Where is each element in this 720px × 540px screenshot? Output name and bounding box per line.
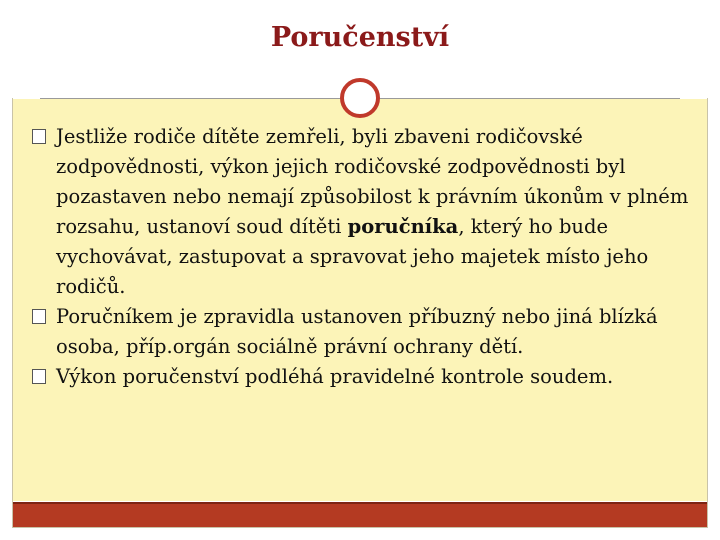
bullet-text: Výkon poručenství podléhá pravidelné kontrole soudem. — [56, 365, 614, 388]
checkbox-icon — [32, 369, 46, 384]
checkbox-icon — [32, 309, 46, 324]
circle-ornament-icon — [340, 78, 380, 118]
bullet-bold-term: poručníka — [347, 215, 459, 238]
footer-bar-line — [13, 502, 707, 504]
bullet-text: Jestliže rodiče dítěte zemřeli, byli zbaveni rodičovské zodpovědnosti, výkon jejich rodičovské zodpovědnosti byl pozastaven nebo nemají způsobilost k právním úkonům v plném rozsahu, ustanoví soud dítěti — [56, 125, 689, 238]
footer-bar — [13, 502, 707, 527]
bullet-item — [32, 362, 692, 392]
slide-title: Poručenství — [270, 22, 450, 53]
bullet-item — [32, 122, 692, 302]
bullet-list — [32, 122, 692, 392]
bullet-text: Poručníkem je zpravidla ustanoven příbuzný nebo jiná blízká osoba, příp.orgán sociálně právní ochrany dětí. — [56, 305, 658, 358]
bullet-item — [32, 302, 692, 362]
bullet-text-continued: , který ho bude vychovávat, zastupovat a spravovat jeho majetek místo jeho rodičů. — [56, 215, 649, 298]
checkbox-icon — [32, 129, 46, 144]
